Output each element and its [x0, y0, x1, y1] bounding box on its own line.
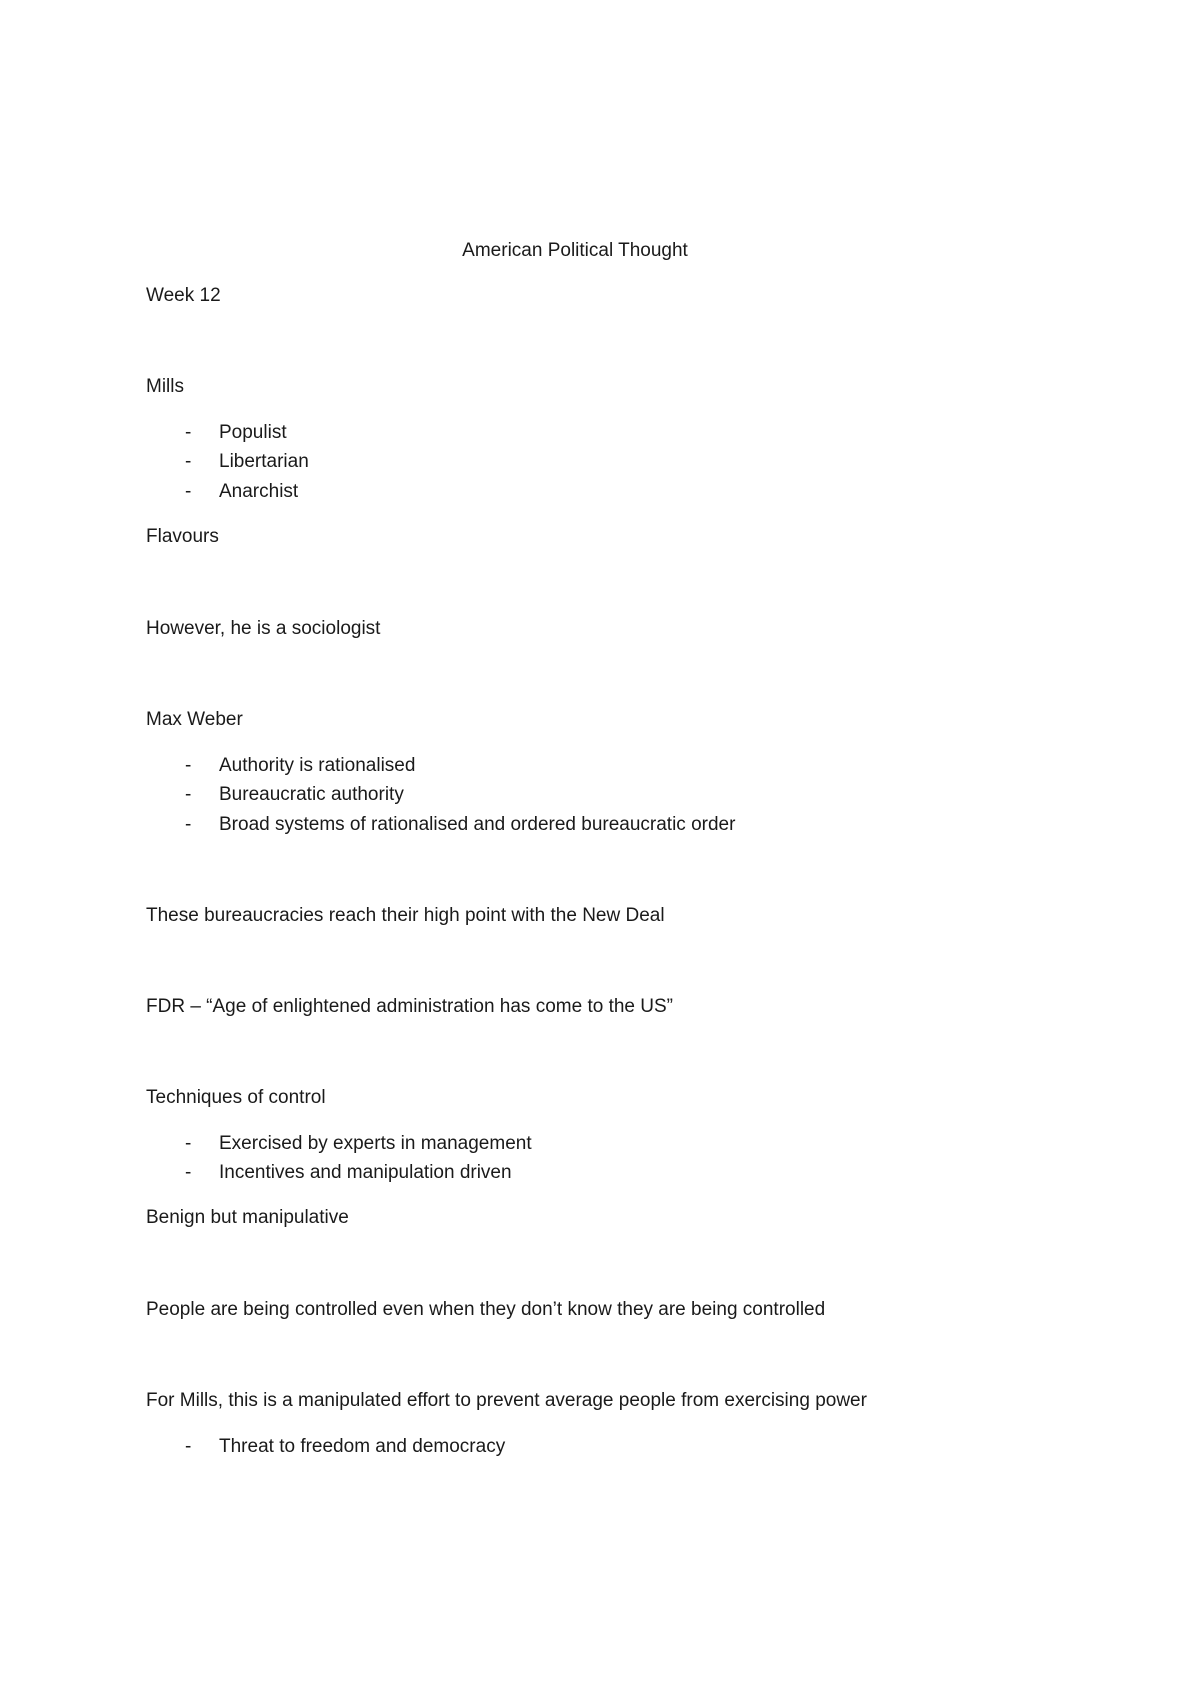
- list-dash: -: [185, 481, 192, 502]
- mills-effort-text: For Mills, this is a manipulated effort to prevent average people from exercising power: [146, 1390, 867, 1411]
- list-dash: -: [185, 1436, 192, 1457]
- flavours-text: Flavours: [146, 526, 219, 547]
- page-title: American Political Thought: [462, 240, 688, 261]
- week-label: Week 12: [146, 285, 221, 306]
- benign-text: Benign but manipulative: [146, 1207, 349, 1228]
- new-deal-text: These bureaucracies reach their high point with the New Deal: [146, 905, 665, 926]
- list-item: Libertarian: [219, 451, 309, 472]
- list-dash: -: [185, 451, 192, 472]
- list-dash: -: [185, 422, 192, 443]
- list-item: Anarchist: [219, 481, 299, 502]
- fdr-quote: FDR – “Age of enlightened administration has come to the US”: [146, 996, 673, 1017]
- sociologist-text: However, he is a sociologist: [146, 618, 381, 639]
- list-dash: -: [185, 755, 192, 776]
- control-heading: Techniques of control: [146, 1087, 326, 1108]
- list-item: Broad systems of rationalised and ordered bureaucratic order: [219, 814, 736, 835]
- controlled-text: People are being controlled even when they don’t know they are being controlled: [146, 1299, 826, 1320]
- mills-heading: Mills: [146, 376, 184, 397]
- list-item: Authority is rationalised: [219, 755, 416, 776]
- list-item: Threat to freedom and democracy: [219, 1436, 506, 1457]
- list-item: Bureaucratic authority: [219, 784, 404, 805]
- list-dash: -: [185, 1133, 192, 1154]
- list-item: Exercised by experts in management: [219, 1133, 532, 1154]
- list-dash: -: [185, 1162, 192, 1183]
- list-item: Incentives and manipulation driven: [219, 1162, 512, 1183]
- list-dash: -: [185, 814, 192, 835]
- list-dash: -: [185, 784, 192, 805]
- weber-heading: Max Weber: [146, 709, 243, 730]
- list-item: Populist: [219, 422, 287, 443]
